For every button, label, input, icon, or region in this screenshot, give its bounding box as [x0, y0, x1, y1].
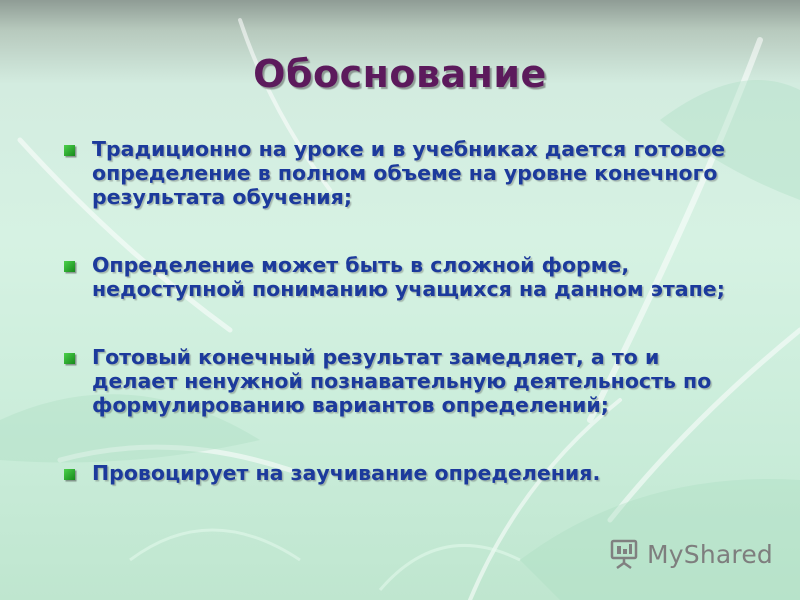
bullet-text: Провоцирует на заучивание определения.	[92, 461, 601, 485]
watermark-text: MyShared	[647, 539, 773, 569]
bullet-text: Определение может быть в сложной форме, недоступной пониманию учащихся на данном этапе;	[92, 253, 725, 301]
square-bullet-icon	[64, 261, 75, 272]
bullet-list	[60, 137, 750, 485]
myshared-watermark	[607, 536, 773, 572]
bullet-item	[60, 345, 750, 417]
presentation-board-icon	[607, 538, 641, 570]
bullet-item	[60, 253, 750, 301]
square-bullet-icon	[64, 353, 75, 364]
bullet-text: Готовый конечный результат замедляет, а то и делает ненужной познавательную деятельность по формулированию вариантов определений;	[92, 345, 712, 417]
square-bullet-icon	[64, 469, 75, 480]
square-bullet-icon	[64, 145, 75, 156]
bullet-item	[60, 461, 750, 485]
bullet-item	[60, 137, 750, 209]
bullet-text: Традиционно на уроке и в учебниках дается готовое определение в полном объеме на уровне конечного результата обучения;	[92, 137, 726, 209]
slide-title: Обоснование	[253, 52, 547, 96]
